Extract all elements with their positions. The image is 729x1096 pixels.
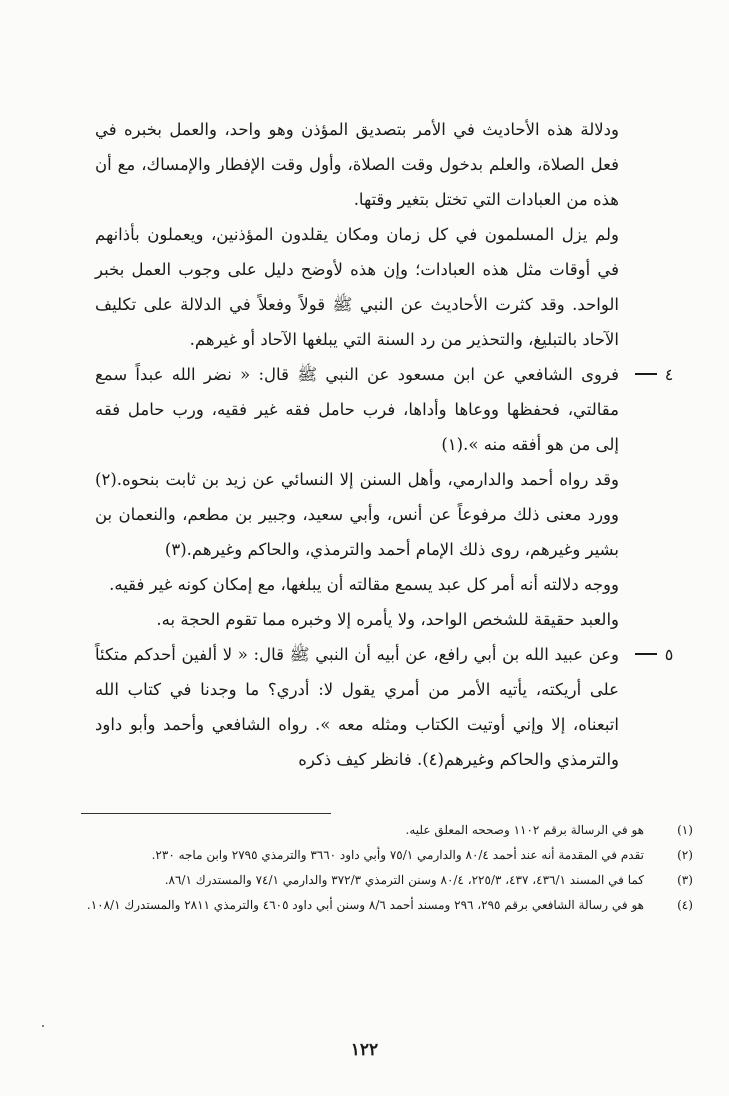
paragraph-4: ووجه دلالته أنه أمر كل عبد يسمع مقالته أن يبلغها، مع إمكان كونه غير فقيه. (109, 575, 619, 594)
footnote (80, 868, 693, 893)
paragraph-1: ودلالة هذه الأحاديث في الأمر بتصديق المؤذن وهو واحد، والعمل بخبره في فعل الصلاة، والعلم بدخول وقت الصلاة، وأول وقت الإفطار والإمساك، مع أن هذه من العبادات التي تختل بتغير وقتها. (95, 120, 619, 209)
footnote-separator (81, 813, 331, 814)
page-speck (42, 1025, 44, 1027)
paragraph-3: وقد رواه أحمد والدارمي، وأهل السنن إلا النسائي عن زيد بن ثابت بنحوه.(٢) وورد معنى ذلك مرفوعاً عن أنس، وأبي سعيد، وجبير بن مطعم، والنعمان بن بشير وغيرهم، روى ذلك الإمام أحمد والترمذي، والحاكم وغيرهم.(٣) (95, 470, 619, 559)
paragraph-5: والعبد حقيقة للشخص الواحد، ولا يأمره إلا وخبره مما تقوم الحجة به. (156, 610, 619, 629)
footnote (80, 843, 693, 868)
footnote-number: (٣) (677, 873, 693, 887)
numbered-item-4 (95, 357, 674, 462)
item-dash (635, 653, 657, 655)
footnote-text: هو في رسالة الشافعي برقم ٢٩٥، ٢٩٦ ومسند أحمد ٨/٦ وسنن أبي داود ٤٦٠٥ والترمذي ٢٨١١ والمستدرك ١٠٨/١. (86, 898, 644, 912)
numbered-item-5 (95, 637, 674, 777)
footnote-number: (١) (677, 823, 693, 837)
main-text (95, 112, 674, 777)
item-text: فروى الشافعي عن ابن مسعود عن النبي ﷺ قال: « نضر الله عبداً سمع مقالتي، فحفظها ووعاها وأداها، فرب حامل فقه غير فقيه، ورب حامل فقه إلى من هو أفقه منه ».(١) (95, 365, 619, 454)
footnote-text: كما في المسند ٤٣٦/١، ٤٣٧، ٢٢٥/٣، ٨٠/٤ وسنن الترمذي ٣٧٢/٣ والدارمي ٧٤/١ والمستدرك ٨٦/١. (164, 873, 644, 887)
item-dash (635, 373, 657, 375)
footnotes (80, 818, 693, 918)
footnote-text: تقدم في المقدمة أنه عند أحمد ٨٠/٤ والدارمي ٧٥/١ وأبي داود ٣٦٦٠ والترمذي ٢٧٩٥ وابن ماجه ٢٣٠. (151, 848, 644, 862)
footnote-number: (٢) (677, 848, 693, 862)
item-text: وعن عبيد الله بن أبي رافع، عن أبيه أن النبي ﷺ قال: « لا ألفين أحدكم متكئاً على أريكته، يأتيه الأمر من أمري يقول لا: أدري؟ ما وجدنا في كتاب الله اتبعناه، إلا وإني أوتيت الكتاب ومثله معه ». رواه الشافعي وأحمد وأبو داود والترمذي والحاكم وغيرهم(٤). فانظر كيف ذكره (95, 645, 619, 769)
item-number: ٥ (664, 645, 674, 664)
footnote (80, 818, 693, 843)
footnote-text: هو في الرسالة برقم ١١٠٢ وصححه المعلق عليه. (405, 823, 644, 837)
paragraph-2: ولم يزل المسلمون في كل زمان ومكان يقلدون المؤذنين، ويعملون بأذانهم في أوقات مثل هذه العبادات؛ وإن هذه لأوضح دليل على وجوب العمل بخبر الواحد. وقد كثرت الأحاديث عن النبي ﷺ قولاً وفعلاً في الدلالة على تكليف الآحاد بالتبليغ، والتحذير من رد السنة التي يبلغها الآحاد أو غيرهم. (95, 225, 619, 349)
page-number: ١٢٢ (350, 1040, 379, 1060)
footnote (80, 893, 693, 918)
item-number: ٤ (664, 365, 674, 384)
footnote-number: (٤) (677, 898, 693, 912)
